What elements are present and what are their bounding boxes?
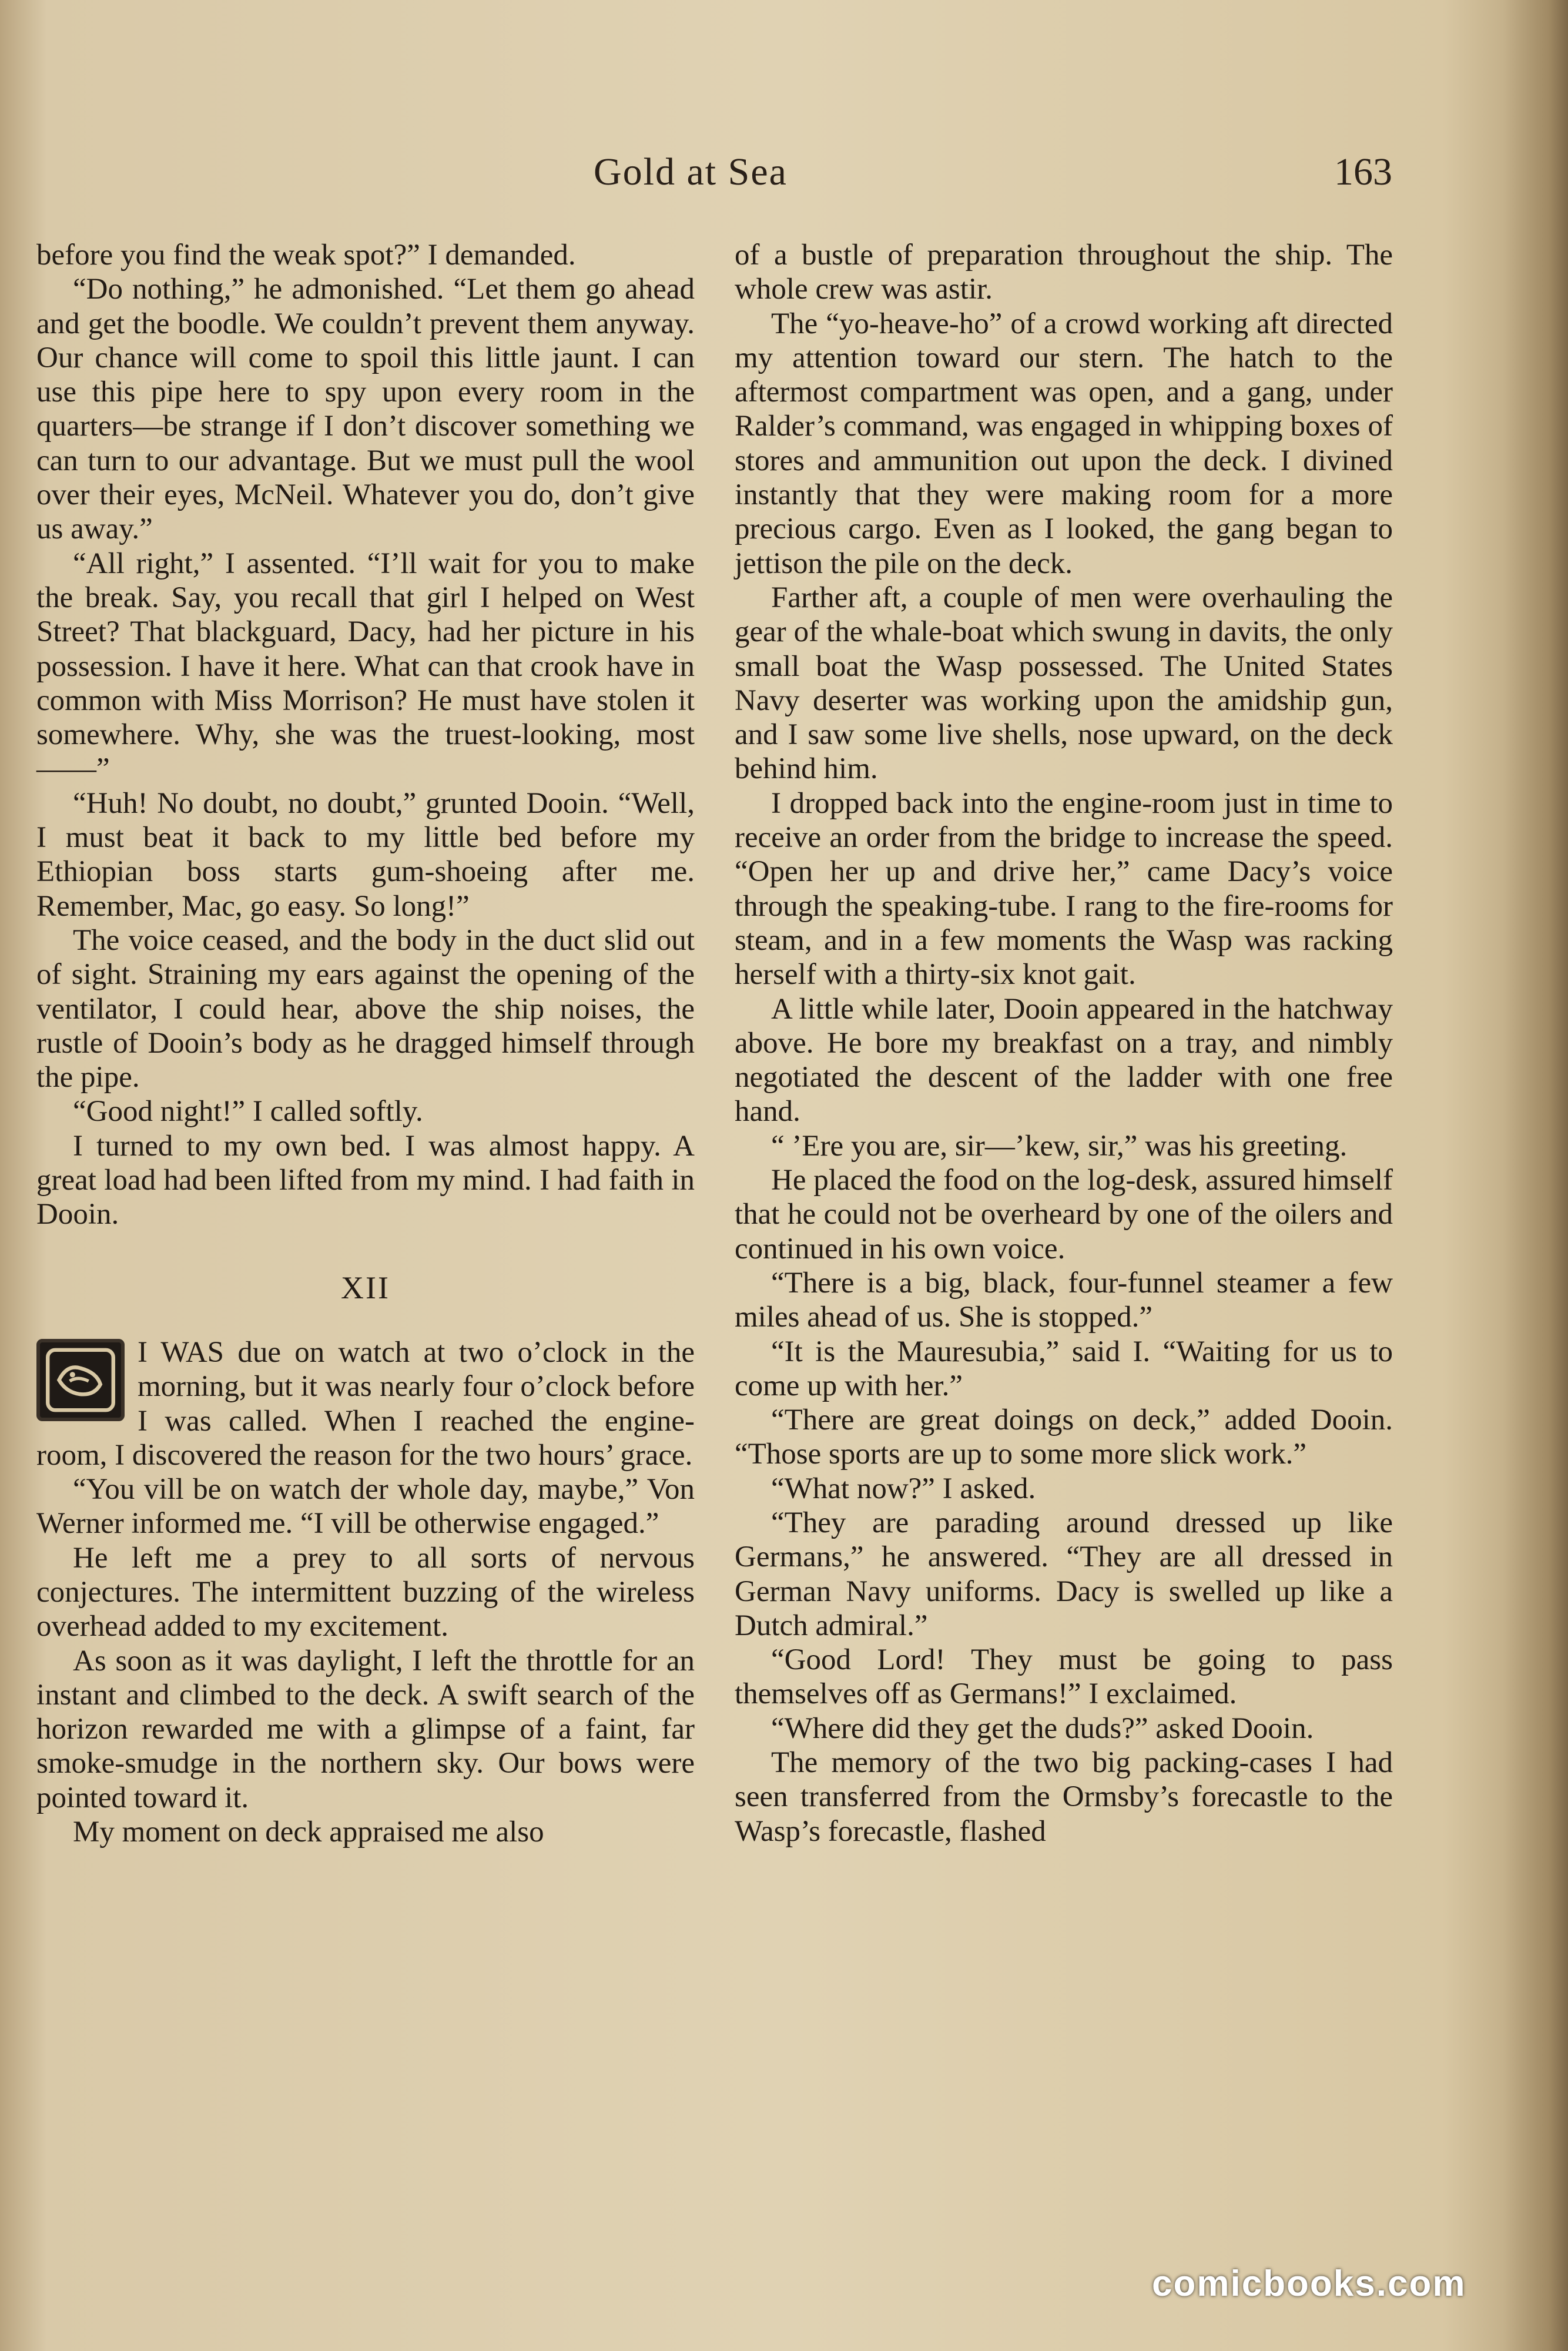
page-header [0,150,1568,203]
left-paragraph: “You vill be on watch der whole day, maybe,” Von Werner informed me. “I vill be otherwise engaged.” [36,1473,695,1540]
chapter-heading: XII [341,1270,390,1305]
left-paragraph: I turned to my own bed. I was almost happy. A great load had been lifted from my mind. I had faith in Dooin. [36,1129,695,1231]
right-paragraph: “There are great doings on deck,” added Dooin. “Those sports are up to some more slick work.” [735,1404,1393,1471]
left-paragraph: The voice ceased, and the body in the duct slid out of sight. Straining my ears against the opening of the ventilator, I could hear, above the ship noises, the rustle of Dooin’s body as he dragged himself through the pipe. [36,923,695,1094]
right-paragraph: “They are parading around dressed up like Germans,” he answered. “They are all dressed in German Navy uniforms. Dacy is swelled up like a Dutch admiral.” [735,1506,1393,1642]
left-paragraph: He left me a prey to all sorts of nervous conjectures. The intermittent buzzing of the wireless overhead added to my excitement. [36,1541,695,1643]
right-column [735,238,1393,1848]
running-title: Gold at Sea [594,150,788,193]
left-paragraph: “Huh! No doubt, no doubt,” grunted Dooin. “Well, I must beat it back to my little bed before my Ethiopian boss starts gum-shoeing after me. Remember, Mac, go easy. So long!” [36,786,695,923]
chapter-opening [36,1335,695,1472]
right-paragraph: “There is a big, black, four-funnel steamer a few miles ahead of us. She is stopped.” [735,1266,1393,1334]
right-paragraph: He placed the food on the log-desk, assured himself that he could not be overheard by one of the oilers and continued in his own voice. [735,1164,1393,1265]
right-paragraph: A little while later, Dooin appeared in the hatchway above. He bore my breakfast on a tray, and nimbly negotiated the descent of the ladder with one free hand. [735,992,1393,1128]
site-watermark: comicbooks.com [1152,2263,1466,2304]
right-paragraph: “It is the Mauresubia,” said I. “Waiting for us to come up with her.” [735,1335,1393,1402]
page-number: 163 [1334,150,1392,193]
right-paragraph: “What now?” I asked. [771,1472,1036,1505]
left-paragraph: My moment on deck appraised me also [73,1816,544,1849]
chapter-opening-paragraph: I WAS due on watch at two o’clock in the morning, but it was nearly four o’clock before I was called. When I reached the engine-room, I discovered the reason for the two hours’ grace. [36,1335,695,1472]
left-paragraph: “Do nothing,” he admonished. “Let them go ahead and get the boodle. We couldn’t prevent them anyway. Our chance will come to spoil this little jaunt. I can use this pipe here to spy upon every room in the quarters—be strange if I don’t discover something we can turn to our advantage. But we must pull the wool over their eyes, McNeil. Whatever you do, don’t give us away.” [36,273,695,546]
left-paragraph: “All right,” I assented. “I’ll wait for you to make the break. Say, you recall that girl I helped on West Street? That blackguard, Dacy, had her picture in his possession. I have it here. What can that crook have in common with Miss Morrison? He must have stolen it somewhere. Why, she was the truest-looking, most——” [36,547,695,786]
left-paragraph: As soon as it was daylight, I left the throttle for an instant and climbed to the deck. A swift search of the horizon rewarded me with a glimpse of a faint, far smoke-smudge in the northern sky. Our bows were pointed toward it. [36,1644,695,1814]
left-column [36,238,695,1849]
right-paragraph: Farther aft, a couple of men were overhauling the gear of the whale-boat which swung in davits, the only small boat the Wasp possessed. The United States Navy deserter was working upon the amidship gun, and I saw some live shells, nose upward, on the deck behind him. [735,581,1393,786]
right-paragraph: The “yo-heave-ho” of a crowd working aft directed my attention toward our stern. The hatch to the aftermost compartment was open, and a gang, under Ralder’s command, was engaged in whipping boxes of stores and ammunition out upon the deck. I divined instantly that they were making room for a more precious cargo. Even as I looked, the gang began to jettison the pile on the deck. [735,307,1393,580]
right-paragraph: of a bustle of preparation throughout the ship. The whole crew was astir. [735,239,1393,306]
right-paragraph: The memory of the two big packing-cases I had seen transferred from the Ormsby’s forecastle to the Wasp’s forecastle, flashed [735,1746,1393,1848]
right-paragraph: “ ’Ere you are, sir—’kew, sir,” was his greeting. [771,1129,1348,1163]
left-paragraph: before you find the weak spot?” I demanded. [36,239,576,272]
ornament-svg [40,1342,121,1418]
page-edge-shadow [1503,0,1568,2351]
decorative-initial-icon [36,1339,125,1421]
left-paragraph: “Good night!” I called softly. [73,1095,423,1128]
right-paragraph: “Good Lord! They must be going to pass themselves off as Germans!” I exclaimed. [735,1643,1393,1711]
right-paragraph: “Where did they get the duds?” asked Dooin. [771,1712,1314,1745]
right-paragraph: I dropped back into the engine-room just in time to receive an order from the bridge to increase the speed. “Open her up and drive her,” came Dacy’s voice through the speaking-tube. I rang to the fire-rooms for steam, and in a few moments the Wasp was racking herself with a thirty-six knot gait. [735,786,1393,992]
